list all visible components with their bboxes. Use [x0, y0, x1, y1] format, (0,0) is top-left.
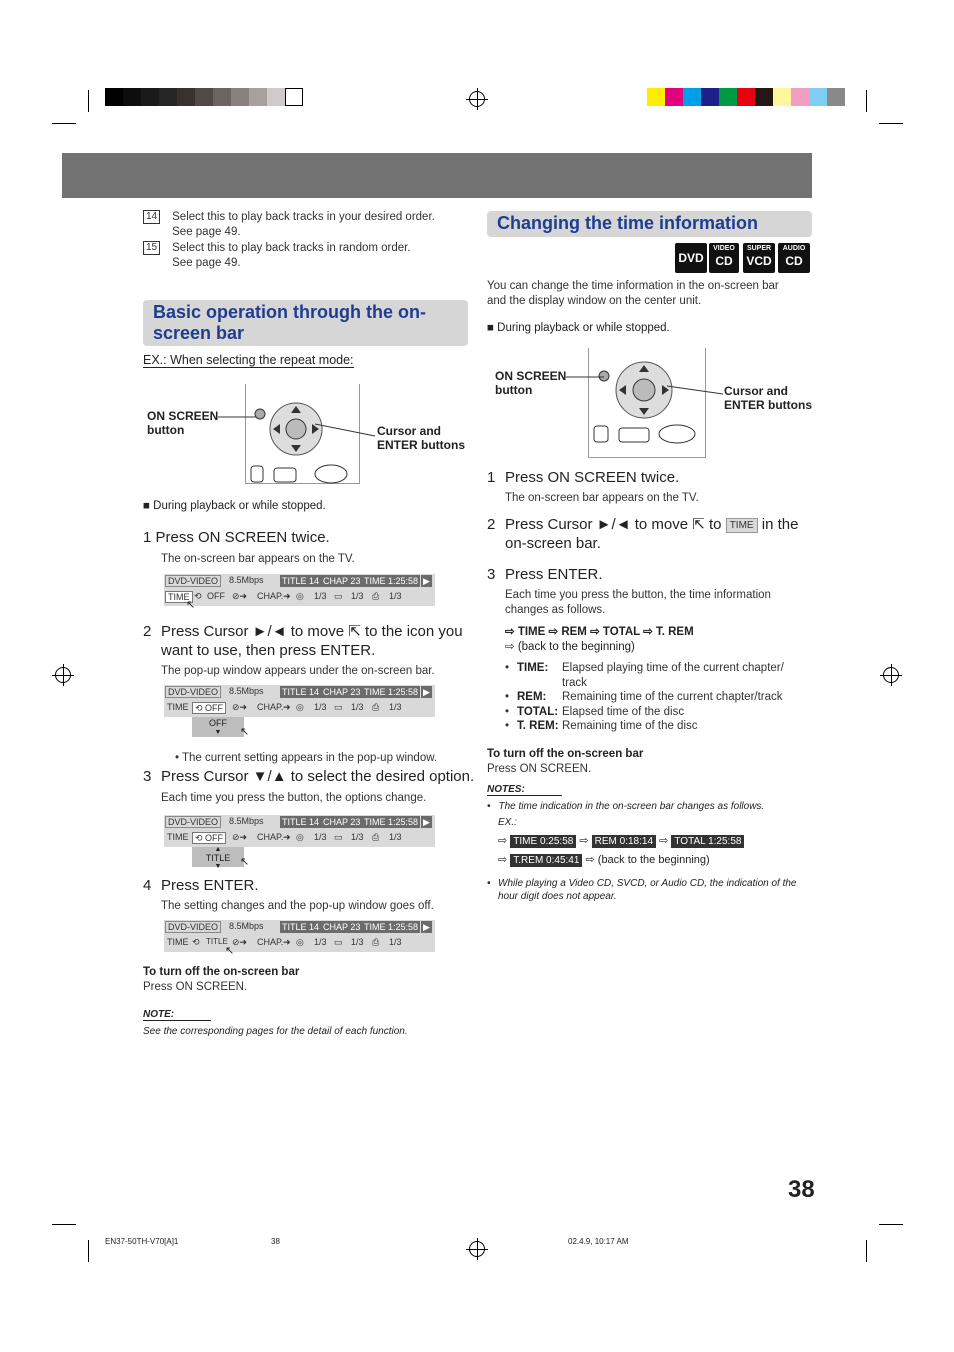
item-text: Select this to play back tracks in random order. — [172, 242, 411, 254]
time-chip: TIME — [726, 518, 758, 533]
condition-text: ■ During playback or while stopped. — [487, 322, 670, 334]
header-band — [62, 153, 812, 198]
item-number: 15 — [143, 241, 160, 255]
crop-mark — [88, 90, 89, 112]
super-vcd-badge: SUPER VCD — [743, 243, 775, 273]
time-example-row: ⇨ TIME 0:25:58 ⇨ REM 0:18:14 ⇨ TOTAL 1:25:58 — [498, 834, 744, 849]
crop-mark — [879, 123, 903, 124]
time-cycle: ⇨ TIME ⇨ REM ⇨ TOTAL ⇨ T. REM ⇨ (back to the beginning) — [505, 626, 694, 653]
on-screen-button-label: ON SCREEN button — [147, 409, 219, 437]
on-screen-bar: DVD-VIDEO 8.5Mbps TITLE 14 CHAP 23 TIME 1:25:58 ▶ TIME ⟲ OFF ⊘➜ CHAP. ➜ ◎ 1/3 ▭ 1/3 ⎙ 1/3 — [164, 815, 435, 847]
step-4: 4 Press ENTER. — [143, 877, 259, 894]
example-label: EX.: When selecting the repeat mode: — [143, 353, 354, 367]
crop-mark — [866, 1240, 867, 1262]
bullet-note: • The current setting appears in the pop-up window. — [175, 752, 438, 764]
popup-window: ▲ TITLE ▼ — [192, 847, 244, 867]
angle-icon: ⎙ — [372, 937, 380, 947]
step-3: 3 Press Cursor ▼/▲ to select the desired option. — [143, 768, 475, 785]
clock-icon: ⊘➜ — [232, 702, 248, 712]
osd-time: TIME 1:25:58 — [364, 576, 419, 586]
ex-label: EX.: — [498, 817, 517, 828]
registration-mark — [469, 1241, 485, 1257]
pointer-icon: ↖ — [240, 856, 250, 868]
audio-icon: ◎ — [296, 591, 304, 601]
audio-cd-badge: AUDIO CD — [778, 243, 810, 273]
note-text: See the corresponding pages for the detail of each function. — [143, 1026, 408, 1037]
leader-line — [218, 412, 258, 422]
osd-mode: DVD-VIDEO — [165, 575, 221, 587]
angle-icon: ⎙ — [372, 832, 380, 842]
item-text: See page 49. — [172, 226, 241, 238]
footer-page: 38 — [271, 1237, 280, 1246]
step-3: 3 Press ENTER. — [487, 566, 603, 583]
color-calibration-bar — [647, 88, 845, 106]
section-title-time: Changing the time information — [487, 211, 812, 237]
dvd-badge: DVD — [675, 243, 707, 273]
leader-line — [315, 422, 377, 442]
clock-icon: ⊘➜ — [232, 937, 248, 947]
audio-icon: ◎ — [296, 702, 304, 712]
play-icon: ▶ — [423, 576, 430, 586]
play-icon: ▶ — [423, 687, 430, 697]
play-icon: ▶ — [423, 922, 430, 932]
total-chip: TOTAL 1:25:58 — [671, 835, 744, 848]
item-text: Select this to play back tracks in your desired order. — [172, 211, 435, 223]
pointer-icon: ⇱ — [692, 516, 705, 533]
osd-chapter: CHAP 23 — [323, 576, 361, 586]
subtitle-icon: ▭ — [334, 832, 343, 842]
osd-title: TITLE 14 — [282, 576, 320, 586]
pointer-icon: ↖ — [225, 945, 235, 957]
step-1: 1 Press ON SCREEN twice. — [143, 529, 330, 546]
time-example-row: ⇨ T.REM 0:45:41 ⇨ (back to the beginning) — [498, 854, 710, 866]
item-number: 14 — [143, 210, 160, 224]
notes-heading: NOTES: — [487, 784, 562, 796]
step-2-desc: The pop-up window appears under the on-screen bar. — [161, 665, 435, 677]
note-1: • The time indication in the on-screen bar changes as follows. — [487, 801, 765, 812]
cursor-enter-label: Cursor and ENTER buttons — [724, 384, 812, 412]
audio-icon: ◎ — [296, 937, 304, 947]
turn-off-instructions: To turn off the on-screen bar Press ON SCREEN. — [487, 748, 644, 775]
pointer-icon: ↖ — [240, 726, 250, 738]
osd-rate: 8.5Mbps — [229, 575, 264, 585]
crop-mark — [52, 123, 76, 124]
pointer-icon: ⇱ — [348, 623, 361, 640]
play-icon: ▶ — [423, 817, 430, 827]
video-cd-badge: VIDEO CD — [709, 243, 739, 273]
on-screen-button-label: ON SCREEN button — [495, 369, 567, 397]
note-heading: NOTE: — [143, 1009, 211, 1021]
section-title-basic: Basic operation through the on- screen bar — [143, 300, 468, 346]
crop-mark — [866, 90, 867, 112]
rem-chip: REM 0:18:14 — [592, 835, 656, 848]
crop-mark — [879, 1224, 903, 1225]
definition-list: • TIME: Elapsed playing time of the current chapter/ track • REM: Remaining time of the current chapter/track • TOTAL: Elapsed time of the disc • T. REM: Remaining time of the disc — [505, 662, 784, 732]
registration-mark — [55, 667, 71, 683]
step-4-desc: The setting changes and the pop-up window goes off. — [161, 900, 434, 912]
registration-mark — [883, 667, 899, 683]
angle-icon: ⎙ — [372, 702, 380, 712]
leader-line — [667, 384, 725, 404]
step-3-desc: Each time you press the button, the time information changes as follows. — [505, 589, 771, 616]
subtitle-icon: ▭ — [334, 702, 343, 712]
step-2: 2 Press Cursor ►/◄ to move ⇱ to the icon you want to use, then press ENTER. — [143, 623, 463, 659]
on-screen-bar: DVD-VIDEO 8.5Mbps TITLE 14 CHAP 23 TIME 1:25:58 ▶ TIME ⟲ TITLE ⊘➜ CHAP. ➜ ◎ 1/3 ▭ 1/3 ⎙ 1/3 — [164, 920, 435, 952]
step-1: 1 Press ON SCREEN twice. — [487, 469, 680, 486]
step-1-desc: The on-screen bar appears on the TV. — [505, 492, 699, 504]
intro-text: You can change the time information in the on-screen bar and the display window on the center unit. — [487, 280, 779, 307]
repeat-setting: ⟲ OFF — [192, 832, 226, 844]
on-screen-bar: DVD-VIDEO 8.5Mbps TITLE 14 CHAP 23 TIME 1:25:58 ▶ TIME ⟲ OFF ⊘➜ CHAP. ➜ ◎ 1/3 ▭ 1/3 ⎙ 1/3 — [164, 685, 435, 717]
step-1-desc: The on-screen bar appears on the TV. — [161, 553, 355, 565]
subtitle-icon: ▭ — [334, 591, 343, 601]
turn-off-instructions: To turn off the on-screen bar Press ON SCREEN. — [143, 966, 300, 993]
cursor-enter-label: Cursor and ENTER buttons — [377, 424, 465, 452]
footer-stamp: 02.4.9, 10:17 AM — [568, 1237, 629, 1246]
trem-chip: T.REM 0:45:41 — [510, 854, 582, 867]
step-3-desc: Each time you press the button, the options change. — [161, 792, 427, 804]
audio-icon: ◎ — [296, 832, 304, 842]
grayscale-calibration-bar — [105, 88, 303, 106]
clock-icon: ⊘➜ — [232, 591, 248, 601]
on-screen-bar: DVD-VIDEO 8.5Mbps TITLE 14 CHAP 23 TIME 1:25:58 ▶ TIME ⟲ OFF ⊘➜ CHAP. ➜ ◎ 1/3 ▭ 1/3 ⎙ 1/3 — [164, 574, 435, 606]
footer-file: EN37-50TH-V70[A]1 — [105, 1237, 179, 1246]
item-text: See page 49. — [172, 257, 241, 269]
osd-time-button: TIME — [165, 591, 193, 603]
page-number: 38 — [788, 1176, 815, 1203]
repeat-icon: ⟲ — [194, 591, 202, 601]
repeat-icon: ⟲ — [192, 937, 200, 947]
crop-mark — [88, 1240, 89, 1262]
popup-window: OFF ▼ — [192, 717, 244, 737]
leader-line — [566, 372, 606, 382]
crop-mark — [52, 1224, 76, 1225]
clock-icon: ⊘➜ — [232, 832, 248, 842]
angle-icon: ⎙ — [372, 591, 380, 601]
step-2: 2 Press Cursor ►/◄ to move ⇱ to TIME in the on-screen bar. — [487, 516, 799, 552]
note-2: • While playing a Video CD, SVCD, or Audio CD, the indication of the hour digit does not appear. — [487, 878, 797, 902]
repeat-setting: ⟲ OFF — [192, 702, 226, 714]
registration-mark — [469, 91, 485, 107]
condition-text: ■ During playback or while stopped. — [143, 500, 326, 512]
numbered-list — [143, 210, 463, 271]
pointer-icon: ↖ — [186, 599, 196, 611]
time-chip: TIME 0:25:58 — [510, 835, 576, 848]
subtitle-icon: ▭ — [334, 937, 343, 947]
